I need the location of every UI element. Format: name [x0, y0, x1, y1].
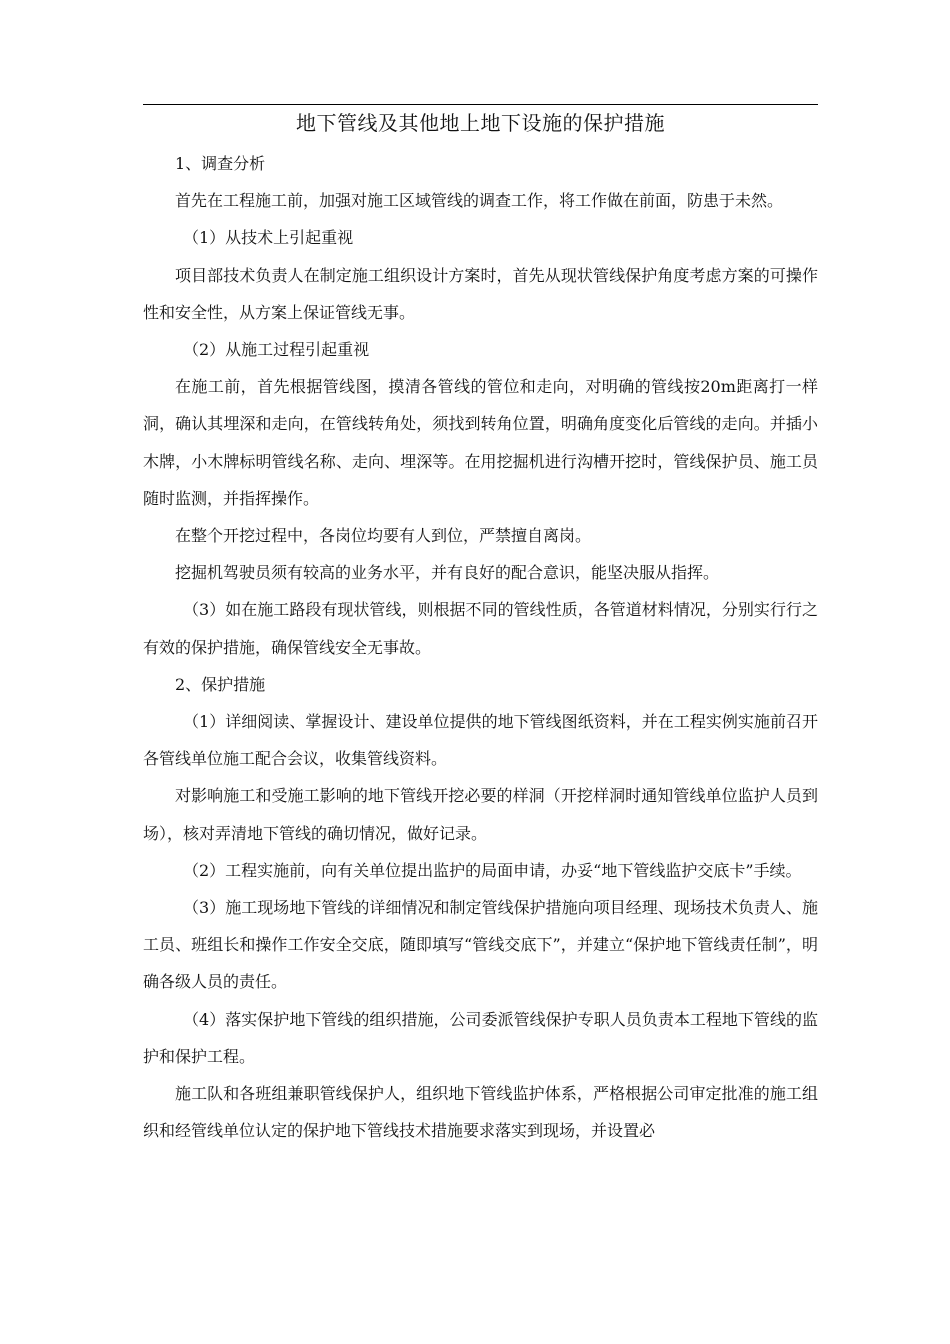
section-heading: 1、调查分析	[175, 154, 266, 173]
body-paragraph: 在施工前，首先根据管线图，摸清各管线的管位和走向，对明确的管线按20m距离打一样洞，确认其埋深和走向，在管线转角处，须找到转角位置，明确角度变化后管线的走向。并插小木牌，小木牌标明管线名称、走向、埋深等。在用挖掘机进行沟槽开挖时，管线保护员、施工员随时监测，并指挥操作。	[143, 377, 818, 508]
body-paragraph: 对影响施工和受施工影响的地下管线开挖必要的样洞（开挖样洞时通知管线单位监护人员到场），核对弄清地下管线的确切情况，做好记录。	[143, 786, 818, 843]
subsection-paragraph: （1）详细阅读、掌握设计、建设单位提供的地下管线图纸资料，并在工程实例实施前召开各管线单位施工配合会议，收集管线资料。	[143, 712, 818, 769]
body-paragraph: 首先在工程施工前，加强对施工区域管线的调查工作，将工作做在前面，防患于未然。	[175, 191, 784, 211]
body-paragraph: 项目部技术负责人在制定施工组织设计方案时，首先从现状管线保护角度考虑方案的可操作性和安全性，从方案上保证管线无事。	[143, 265, 818, 322]
subsection-paragraph: （3）施工现场地下管线的详细情况和制定管线保护措施向项目经理、现场技术负责人、施工员、班组长和操作工作安全交底，随即填写“管线交底下”，并建立“保护地下管线责任制”，明确各级人员的责任。	[143, 898, 818, 992]
document-body	[143, 145, 818, 1149]
header-rule	[143, 104, 818, 105]
body-paragraph: 在整个开挖过程中，各岗位均要有人到位，严禁擅自离岗。	[175, 526, 592, 546]
body-paragraph: 挖掘机驾驶员须有较高的业务水平，并有良好的配合意识，能坚决服从指挥。	[175, 563, 720, 583]
subsection-paragraph: （1）从技术上引起重视	[183, 228, 354, 248]
body-paragraph: 施工队和各班组兼职管线保护人，组织地下管线监护体系，严格根据公司审定批准的施工组织和经管线单位认定的保护地下管线技术措施要求落实到现场，并设置必	[143, 1084, 818, 1141]
document-title: 地下管线及其他地上地下设施的保护措施	[296, 111, 665, 135]
section-heading: 2、保护措施	[175, 674, 266, 694]
subsection-paragraph: （3）如在施工路段有现状管线，则根据不同的管线性质，各管道材料情况，分别实行行之有效的保护措施，确保管线安全无事故。	[143, 600, 818, 657]
subsection-paragraph: （4）落实保护地下管线的组织措施，公司委派管线保护专职人员负责本工程地下管线的监护和保护工程。	[143, 1009, 818, 1066]
subsection-paragraph: （2）工程实施前，向有关单位提出监护的局面申请，办妥“地下管线监护交底卡”手续。	[183, 860, 802, 880]
subsection-paragraph: （2）从施工过程引起重视	[183, 340, 370, 360]
